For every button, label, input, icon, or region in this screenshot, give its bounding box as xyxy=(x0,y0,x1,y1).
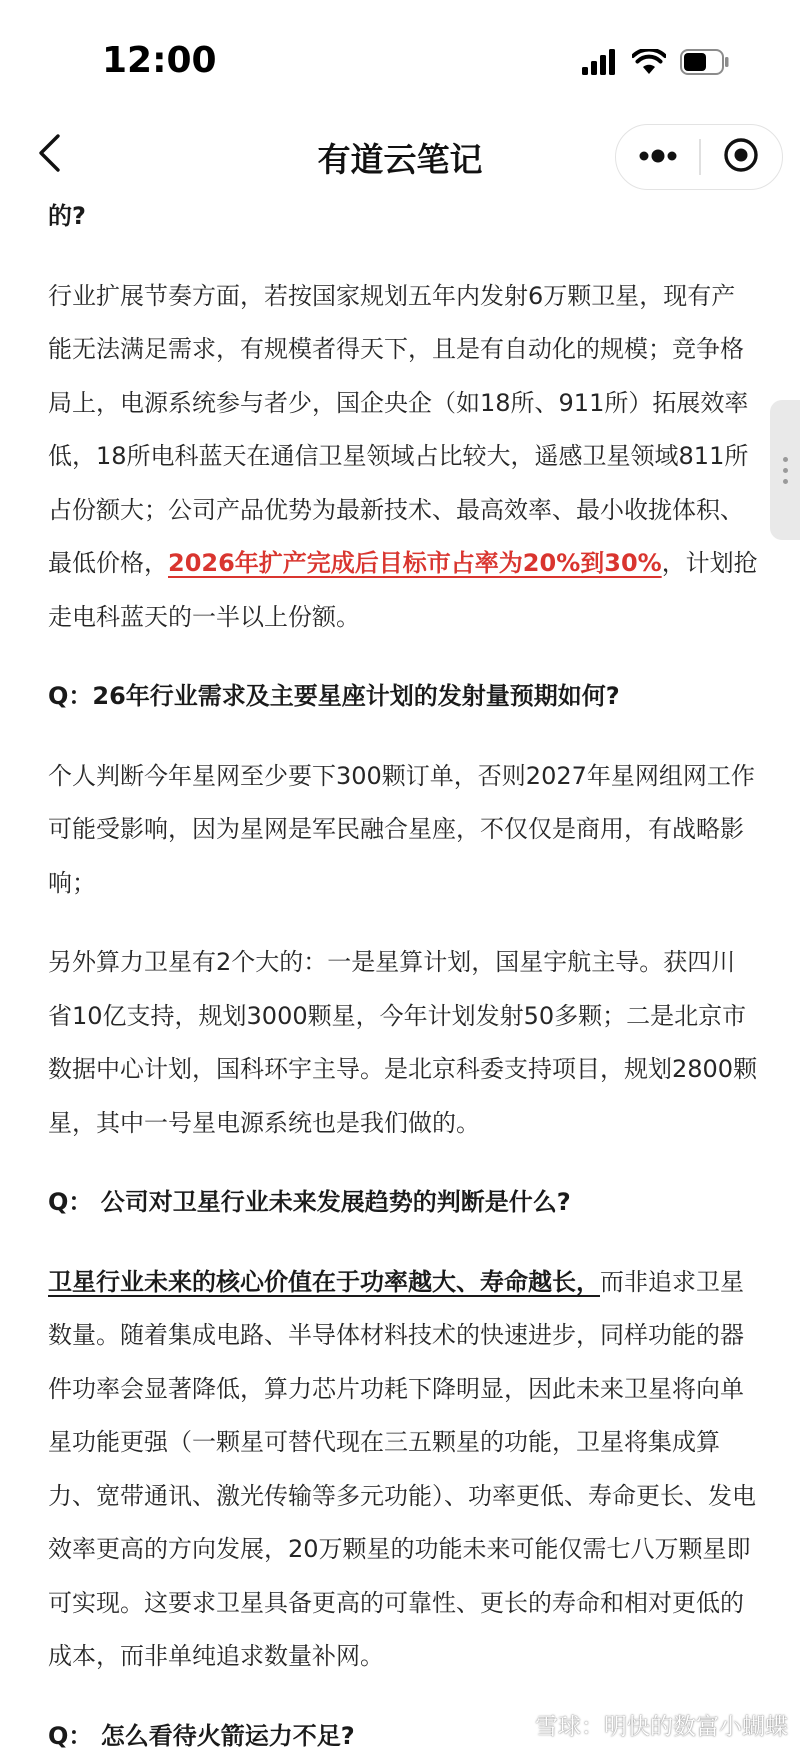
question-heading: Q：26年行业需求及主要星座计划的发射量预期如何? xyxy=(48,670,758,724)
status-bar xyxy=(0,0,800,110)
scroll-handle[interactable] xyxy=(770,400,800,540)
snowball-logo-icon xyxy=(499,1710,529,1740)
scroll-handle-dot xyxy=(783,468,788,473)
more-button[interactable] xyxy=(616,125,699,189)
page-title: 有道云笔记 xyxy=(0,134,800,181)
paragraph-text: 而非追求卫星数量。随着集成电路、半导体材料技术的快速进步，同样功能的器件功率会显著降低，算力芯片功耗下降明显，因此未来卫星将向单星功能更强（一颗星可替代现在三五颗星的功能，卫星将集成算力、宽带通讯、激光传输等多元功能）、功率更低、寿命更长、发电效率更高的方向发展，20万颗星的功能未来可能仅需七八万颗星即可实现。这要求卫星具备更高的可靠性、更长的寿命和相对更低的成本，而非单纯追求数量补网。 xyxy=(48,1268,756,1671)
more-dots-icon xyxy=(638,148,678,167)
battery-icon xyxy=(680,49,730,79)
highlighted-target-share: 2026年扩产完成后目标市占率为20%到30% xyxy=(168,549,662,577)
watermark-text: 雪球：明快的数富小蝴蝶 xyxy=(535,1708,788,1741)
wifi-icon xyxy=(632,49,666,79)
paragraph-starnet-orders: 个人判断今年星网至少要下300颗订单，否则2027年星网组网工作可能受影响，因为星网是军民融合星座，不仅仅是商用，有战略影响； xyxy=(48,750,758,911)
paragraph-industry-expansion xyxy=(48,270,758,645)
scroll-handle-dot xyxy=(783,457,788,462)
cellular-signal-icon xyxy=(582,49,618,79)
close-button[interactable] xyxy=(701,125,782,189)
target-close-icon xyxy=(723,137,759,177)
question-heading: Q： 怎么看待火箭运力不足? xyxy=(48,1710,758,1763)
note-content xyxy=(48,190,758,1763)
watermark xyxy=(499,1708,788,1741)
paragraph-text: 行业扩展节奏方面，若按国家规划五年内发射6万颗卫星，现有产能无法满足需求，有规模者得天下，且是有自动化的规模；竞争格局上，电源系统参与者少，国企央企（如18所、911所）拓展效率低，18所电科蓝天在通信卫星领域占比较大，遥感卫星领域811所占份额大；公司产品优势为最新技术、最高效率、最小收拢体积、最低价格， xyxy=(48,282,748,578)
status-icons xyxy=(582,46,730,82)
paragraph-industry-trend xyxy=(48,1256,758,1684)
paragraph-fragment: 的? xyxy=(48,190,758,244)
question-heading: Q： 公司对卫星行业未来发展趋势的判断是什么? xyxy=(48,1176,758,1230)
scroll-handle-dot xyxy=(783,479,788,484)
paragraph-compute-satellites: 另外算力卫星有2个大的：一是星算计划，国星宇航主导。获四川省10亿支持，规划3000颗星，今年计划发射50多颗；二是北京市数据中心计划，国科环宇主导。是北京科委支持项目，规划2800颗星，其中一号星电源系统也是我们做的。 xyxy=(48,936,758,1150)
status-time: 12:00 xyxy=(102,40,217,81)
paragraph-text: ，计划抢走电科蓝天的一半以上份额。 xyxy=(48,549,758,631)
highlighted-core-value: 卫星行业未来的核心价值在于功率越大、寿命越长， xyxy=(48,1268,600,1296)
mini-program-capsule xyxy=(615,124,783,190)
